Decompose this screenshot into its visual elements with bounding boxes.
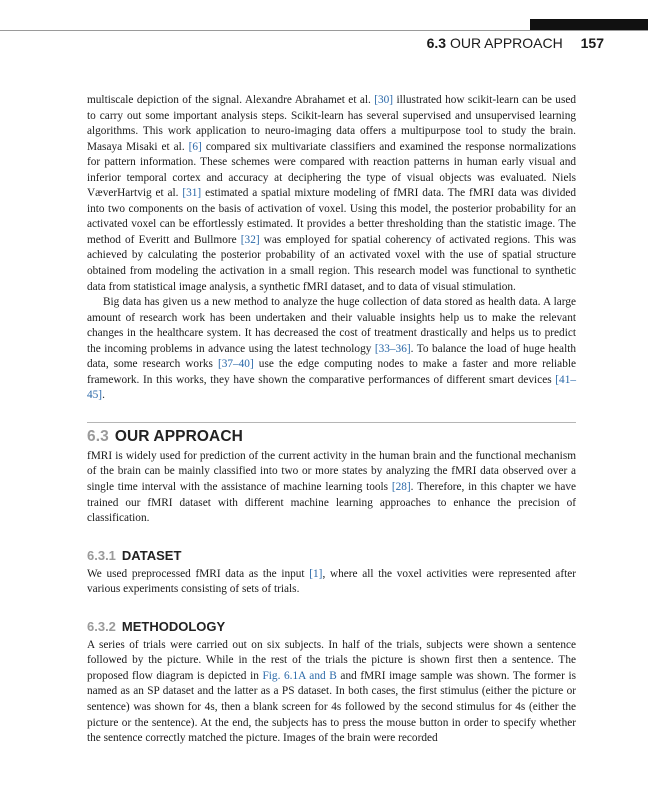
paragraph-dataset	[87, 567, 576, 598]
subsection-heading-methodology	[87, 619, 576, 634]
text-run: . To balance the load of huge health data, some research works	[87, 342, 576, 371]
header-rule	[0, 30, 648, 31]
text-run: . Therefore, in this chapter we have trained our fMRI dataset with different machine learning approaches to enhance the precision of classification.	[87, 481, 576, 525]
text-run: , where all the voxel activities were represented after various experiments consisting of sets of trials.	[87, 567, 576, 596]
paragraph-related-work-1	[87, 93, 576, 295]
citation-link[interactable]: [41–45]	[87, 373, 576, 402]
paragraph-related-work-2	[87, 295, 576, 404]
text-run: multiscale depiction of the signal. Alexandre Abrahamet et al.	[87, 94, 375, 106]
section-heading-title: OUR APPROACH	[114, 427, 243, 445]
header-black-bar	[530, 19, 648, 30]
subsection-heading-number: 6.3.1	[87, 547, 116, 563]
section-divider	[87, 422, 576, 423]
text-run: fMRI is widely used for prediction of the current activity in the human brain and the functional mechanism of the brain can be mainly classified into two or more states by analyzing the fMRI data observed over a single time interval with the assistance of machine learning tools	[87, 449, 576, 494]
subsection-heading-dataset	[87, 548, 576, 563]
subsection-heading-title: DATASET	[121, 547, 182, 563]
citation-link[interactable]: [6]	[188, 140, 202, 153]
text-run: use the edge computing nodes to make a faster and more reliable framework. In this works, they have shown the comparative performances of different smart devices	[87, 358, 576, 386]
section-heading	[87, 428, 576, 446]
section-heading-number: 6.3	[87, 427, 109, 445]
citation-link[interactable]: [31]	[182, 187, 202, 200]
running-head-section-title: OUR APPROACH	[449, 35, 563, 51]
citation-link[interactable]: [1]	[309, 567, 323, 580]
citation-link[interactable]: [28]	[391, 481, 411, 494]
paragraph-approach	[87, 449, 576, 527]
figure-link[interactable]: Fig. 6.1A and B	[262, 669, 337, 682]
page-body	[87, 93, 576, 747]
text-run: A series of trials were carried out on six subjects. In half of the trials, subjects were shown a sentence followed by the picture. While in the rest of the trials the picture is shown first then a sentence. The proposed flow diagram is depicted in	[87, 638, 576, 682]
citation-link[interactable]: [37–40]	[217, 358, 254, 371]
text-run: compared six multivariate classifiers and examined the response normalizations for pattern information. These schemes were compared with reaction patterns in human early visual and inferior temporal cortex and accuracy at deciphering the type of visual objects was evaluated. Niels VæverHartvig et al.	[87, 140, 576, 200]
text-run: and fMRI image sample was shown. The former is named as an SP dataset and the latter as a PS dataset. In both cases, the first stimulus (either the picture or sentence) was shown for 4s, then a blank screen for 4s followed by the second stimulus for 4s (either the picture or the sentence). At the end, the subjects has to press the mouse button in order to specify whether the sentence correctly matched the picture. Images of the brain were recorded	[87, 669, 576, 745]
subsection-heading-number: 6.3.2	[87, 618, 116, 634]
running-head-section-number: 6.3	[426, 35, 447, 51]
citation-link[interactable]: [30]	[374, 94, 394, 106]
running-head	[427, 35, 604, 51]
text-run: Big data has given us a new method to analyze the huge collection of data stored as health data. A large amount of research work has been undertaken and their valuable insights help us to make the relevant changes in the healthcare system. It has decreased the cost of treatment drastically and helps us to predict the incoming problems in advance using the latest technology	[87, 296, 576, 355]
citation-link[interactable]: [32]	[240, 233, 260, 246]
citation-link[interactable]: [33–36]	[374, 342, 411, 355]
text-run: estimated a spatial mixture modeling of fMRI data. The fMRI data was divided into two components on the basis of activation of voxel. Using this model, the posterior probability for an activated voxel can be effortlessly estimated. It provides a better thresholding than the statistic image. The method of Everitt and Bullmore	[87, 187, 577, 246]
text-run: .	[102, 389, 105, 402]
text-run: was employed for spatial coherency of activated regions. This was achieved by calculating the posterior probability of an activated voxel with the use of spatial structure obtained from modeling the activation in a small region. This research model was functional to synthetic data from statistical image analysis, a synthetic fMRI dataset, and to data of visual stimulation.	[87, 233, 576, 293]
text-run: We used preprocessed fMRI data as the input	[87, 567, 310, 580]
subsection-heading-title: METHODOLOGY	[121, 618, 226, 634]
page-number: 157	[580, 35, 604, 51]
text-run: illustrated how scikit-learn can be used to carry out some important analysis steps. Scikit-learn has several supervised and unsupervised learning algorithms. This work application to neuro-imaging data offers a multipurpose tool to study the brain. Masaya Misaki et al.	[87, 94, 576, 153]
paragraph-methodology	[87, 638, 576, 747]
